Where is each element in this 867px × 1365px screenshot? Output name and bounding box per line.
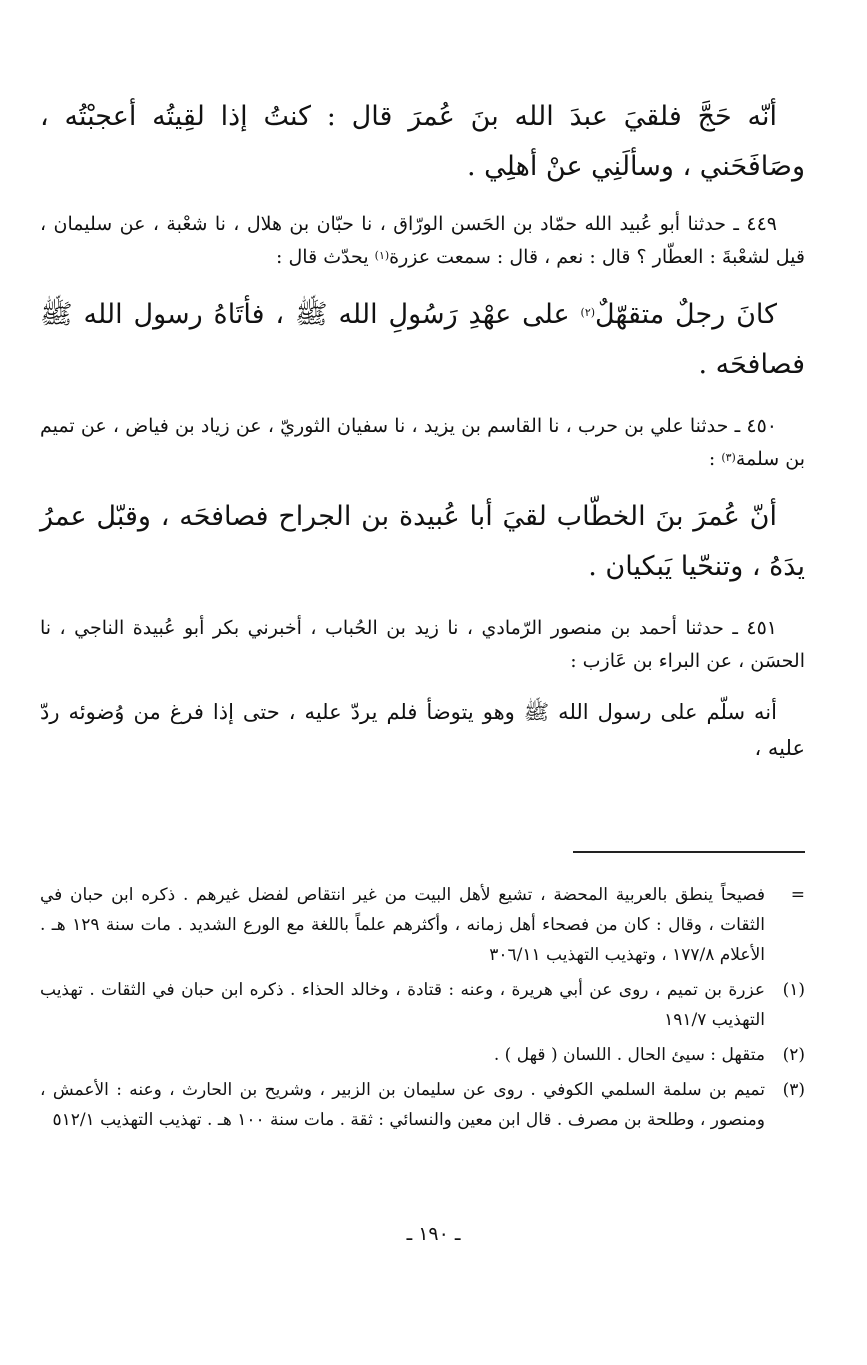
footnote-text: فصيحاً ينطق بالعربية المحضة ، تشيع لأهل البيت من غير انتقاص لفضل غيرهم . ذكره ابن حبان في الثقات ، وقال : كان من فصحاء أهل زمانه ، وأكثرهم علماً باللغة مع الورع الشديد . مات سنة ١٢٩ هـ . الأعلام ١٧٧/٨ ، وتهذيب التهذيب ٣٠٦/١١ <box>40 885 765 965</box>
hadith-449-text-end: يحدّث قال : <box>276 246 375 268</box>
footnote-ref-2: (٢) <box>580 306 596 319</box>
footnote-text: متقهل : سيئ الحال . اللسان ( قهل ) . <box>493 1045 765 1065</box>
footnote-mark: (٢) <box>782 1045 805 1065</box>
footnote-2 <box>40 1040 805 1070</box>
hadith-449-text: ٤٤٩ ـ حدثنا أبو عُبيد الله حمّاد بن الحَسن الورّاق ، نا حبّان بن هلال ، نا شعْبة ، عن سليمان ، قيل لشعْبةَ : العطّار ؟ قال : نعم ، قال : سمعت عزرة <box>40 213 805 268</box>
footnote-text: عزرة بن تميم ، روى عن أبي هريرة ، وعنه : قتادة ، وخالد الحذاء . ذكره ابن حبان في الثقات . تهذيب التهذيب ١٩١/٧ <box>40 980 765 1030</box>
footnote-ref-1: (١) <box>374 249 390 262</box>
footnote-text: تميم بن سلمة السلمي الكوفي . روى عن سليمان بن الزبير ، وشريح بن الحارث ، وعنه : الأعمش ، ومنصور ، وطلحة بن مصرف . قال ابن معين والنسائي : ثقة . مات سنة ١٠٠ هـ . تهذيب التهذيب ٥١٢/١ <box>40 1080 765 1130</box>
footnote-mark: (٣) <box>782 1080 805 1100</box>
main-text <box>40 92 805 766</box>
body-paragraph-2-text: كانَ رجلٌ متقهّلٌ <box>595 299 778 330</box>
hadith-450-text-end: : <box>708 448 722 470</box>
body-paragraph-2-text-end: على عهْدِ رَسُولِ الله ﷺ ، فأتَاهُ رسول الله ﷺ فصافحَه . <box>40 299 805 380</box>
hadith-449-isnad <box>40 208 805 274</box>
footnote-ref-3: (٣) <box>721 451 736 464</box>
body-paragraph-4: أنه سلّم على رسول الله ﷺ وهو يتوضأ فلم يردّ عليه ، حتى إذا فرغ من وُضوئه ردّ عليه ، <box>40 700 805 760</box>
page-number: ـ ١٩٠ ـ <box>406 1223 461 1245</box>
body-paragraph-3: أنّ عُمرَ بنَ الخطّاب لقيَ أبا عُبيدة بن الجراح فصافحَه ، وقبّل عمرُ يدَهُ ، وتنحّيا يَبكيان . <box>40 501 805 582</box>
body-paragraph-2 <box>40 290 805 390</box>
footnotes <box>40 880 805 1140</box>
hadith-450-text: ٤٥٠ ـ حدثنا علي بن حرب ، نا القاسم بن يزيد ، نا سفيان الثوريّ ، عن زياد بن فياض ، عن تميم بن سلمة <box>40 415 805 470</box>
footnote-continued <box>40 880 805 970</box>
footnote-3 <box>40 1075 805 1135</box>
footnote-mark: (١) <box>782 980 805 1000</box>
footnote-1 <box>40 975 805 1035</box>
footnote-mark: = <box>790 885 805 905</box>
hadith-450-isnad <box>40 410 805 476</box>
footnote-divider <box>573 851 805 853</box>
body-paragraph-1: أنّه حَجَّ فلقيَ عبدَ الله بنَ عُمرَ قال : كنتُ إذا لقِيتُه أعجبْتُه ، وصَافَحَني ، وسألَنِي عنْ أهلِي . <box>40 101 805 182</box>
hadith-451-isnad: ٤٥١ ـ حدثنا أحمد بن منصور الرّمادي ، نا زيد بن الحُباب ، أخبرني بكر أبو عُبيدة الناجي ، نا الحسَن ، عن البراء بن عَازب : <box>40 617 805 672</box>
